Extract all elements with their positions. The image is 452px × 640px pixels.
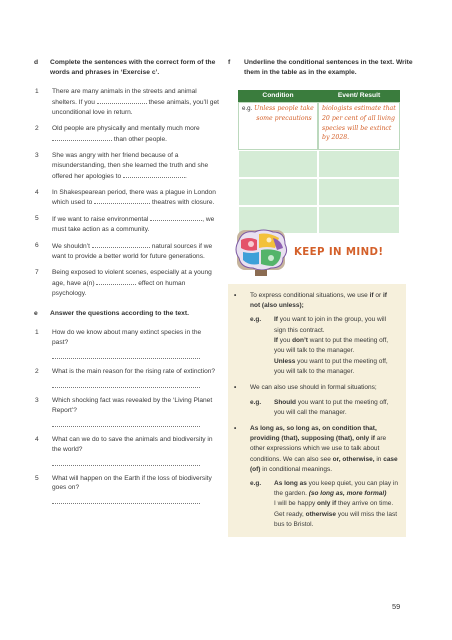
question-number: 5 bbox=[35, 474, 39, 482]
table-header-condition: Condition bbox=[238, 90, 318, 102]
rule-text: are other expressions which we use to talk about conditions. We can also see bbox=[250, 435, 387, 463]
question-number: 4 bbox=[35, 188, 39, 196]
question-number: 7 bbox=[35, 268, 39, 276]
section-letter: d bbox=[34, 59, 39, 66]
section-instruction: Answer the questions according to the text. bbox=[50, 309, 189, 317]
section-e-heading bbox=[34, 309, 219, 319]
question-number: 2 bbox=[35, 368, 39, 376]
question-text: What will happen on the Earth if the loss of biodiversity goes on? bbox=[52, 474, 212, 492]
example-condition-cell bbox=[238, 102, 318, 150]
example-text: want to put the meeting off, you will talk to the manager. bbox=[274, 336, 389, 355]
example-block bbox=[250, 398, 398, 419]
rule-text: To express conditional situations, we use bbox=[250, 292, 370, 299]
example-prefix: e.g. bbox=[242, 105, 253, 113]
question-item bbox=[34, 188, 219, 209]
example-keyword: otherwise bbox=[305, 510, 337, 518]
example-block bbox=[250, 479, 398, 531]
rule-bullet bbox=[234, 424, 398, 474]
fill-in-blank[interactable] bbox=[94, 197, 150, 204]
bullet-mark: • bbox=[234, 384, 237, 392]
question-text: She was angry with her friend because of a misunderstanding, then she learned the truth and she offered her apologies to bbox=[52, 151, 209, 180]
keep-in-mind-title: KEEP IN MIND! bbox=[294, 247, 384, 258]
right-column bbox=[228, 58, 418, 234]
question-number: 4 bbox=[35, 435, 39, 443]
example-note: (so long as, more formal) bbox=[308, 490, 387, 498]
example-keyword: only if bbox=[317, 500, 337, 508]
example-text: you want to put the meeting off, you will call the manager. bbox=[274, 398, 389, 416]
question-text: . bbox=[185, 172, 187, 180]
question-text: We shouldn’t bbox=[52, 243, 90, 251]
question-text: Old people are physically and mentally much more bbox=[52, 125, 200, 133]
section-letter: f bbox=[228, 59, 231, 66]
rule-keyword: if not (also unless); bbox=[250, 292, 387, 310]
keep-in-mind-content bbox=[228, 284, 406, 537]
example-result-text: biologists estimate that 20 per cent of all living species will be extinct by 2028. bbox=[322, 105, 396, 142]
example-text: you want to join in the group, you will sign this contract. bbox=[274, 316, 387, 334]
section-instruction: Complete the sentences with the correct form of the words and phrases in ‘Exercise c’. bbox=[50, 59, 216, 76]
question-item bbox=[34, 268, 219, 299]
rule-bullet bbox=[234, 383, 398, 393]
fill-in-blank[interactable] bbox=[97, 97, 147, 104]
rule-keyword: if bbox=[369, 292, 374, 299]
brain-icon bbox=[229, 226, 291, 278]
question-item bbox=[34, 474, 219, 507]
question-text: Which shocking fact was revealed by the ‘Living Planet Report’? bbox=[52, 396, 213, 414]
section-f-heading bbox=[228, 58, 418, 77]
example-result-cell bbox=[318, 102, 400, 150]
section-d-heading bbox=[34, 58, 219, 77]
section-instruction: Underline the conditional sentences in the text. Write them in the table as in the example. bbox=[244, 59, 413, 76]
rule-text: in bbox=[374, 455, 384, 463]
question-item bbox=[34, 328, 219, 361]
example-condition-text: Unless people take some precautions bbox=[254, 105, 314, 123]
question-text: than other people. bbox=[113, 136, 168, 143]
answer-line[interactable] bbox=[52, 455, 200, 466]
question-item bbox=[34, 214, 219, 235]
example-text: you want to put the meeting off, you will talk to the manager. bbox=[274, 357, 388, 376]
example-keyword: If bbox=[274, 316, 278, 324]
table-row bbox=[238, 178, 400, 206]
rule-keyword: or, otherwise, bbox=[332, 455, 375, 463]
table-cell[interactable] bbox=[318, 150, 400, 178]
section-letter: e bbox=[34, 309, 38, 317]
example-text: Get ready, bbox=[274, 510, 306, 518]
answer-line[interactable] bbox=[52, 416, 200, 427]
bullet-mark: • bbox=[234, 292, 237, 299]
question-item bbox=[34, 367, 219, 390]
bullet-mark: • bbox=[234, 425, 237, 433]
question-text: effect on human psychology. bbox=[52, 279, 186, 297]
keep-in-mind-header bbox=[228, 226, 418, 278]
example-keyword: If bbox=[274, 336, 278, 344]
example-prefix: e.g. bbox=[250, 398, 262, 406]
table-row bbox=[238, 150, 400, 178]
question-number: 1 bbox=[35, 329, 39, 337]
table-cell[interactable] bbox=[238, 150, 318, 178]
example-text: you will miss the last bus to Bristol. bbox=[274, 510, 398, 529]
question-text: In Shakespearean period, there was a plague in London which used to bbox=[52, 188, 216, 207]
question-text: If we want to raise environmental bbox=[52, 216, 149, 224]
rule-text: in conditional meanings. bbox=[260, 465, 333, 473]
example-keyword: Should bbox=[274, 398, 297, 406]
rule-bullet bbox=[234, 291, 398, 311]
fill-in-blank[interactable] bbox=[52, 134, 112, 141]
rule-text: We can also use should in formal situations; bbox=[250, 384, 377, 392]
page-number: 59 bbox=[392, 602, 401, 611]
example-text: I will be happy bbox=[274, 500, 317, 508]
question-text: There are many animals in the streets and animal shelters. If you bbox=[52, 88, 197, 107]
conditional-table bbox=[238, 90, 400, 234]
question-item bbox=[34, 241, 219, 262]
example-text: you bbox=[277, 336, 293, 344]
question-item bbox=[34, 87, 219, 118]
example-keyword: Unless bbox=[274, 357, 296, 365]
table-cell[interactable] bbox=[318, 178, 400, 206]
table-cell[interactable] bbox=[238, 178, 318, 206]
fill-in-blank[interactable] bbox=[96, 278, 136, 285]
rule-text: or bbox=[373, 292, 383, 299]
fill-in-blank[interactable] bbox=[123, 171, 185, 178]
question-number: 2 bbox=[35, 125, 39, 133]
keep-in-mind-box bbox=[228, 226, 418, 537]
example-keyword: As long as bbox=[274, 479, 307, 487]
fill-in-blank[interactable] bbox=[92, 241, 150, 248]
question-item bbox=[34, 435, 219, 468]
fill-in-blank[interactable] bbox=[150, 214, 202, 221]
example-prefix: e.g. bbox=[250, 479, 262, 487]
section-e-questions bbox=[34, 328, 219, 506]
left-column bbox=[34, 58, 219, 512]
question-text: , we must take action as a community. bbox=[52, 216, 215, 234]
example-text: you keep quiet, you can play in the garden. bbox=[274, 479, 398, 498]
question-number: 6 bbox=[35, 242, 39, 250]
question-text: What is the main reason for the rising rate of extinction? bbox=[52, 368, 216, 376]
example-text: they arrive on time. bbox=[336, 500, 394, 508]
question-item bbox=[34, 396, 219, 429]
example-prefix: e.g. bbox=[250, 316, 262, 324]
question-text: What can we do to save the animals and biodiversity in the world? bbox=[52, 435, 213, 453]
answer-line[interactable] bbox=[52, 493, 200, 504]
example-keyword: don’t bbox=[292, 336, 308, 344]
section-d-questions bbox=[34, 87, 219, 298]
question-number: 3 bbox=[35, 151, 39, 159]
question-text: these animals, you’ll get unconditional love in return. bbox=[52, 99, 219, 117]
question-item bbox=[34, 124, 219, 145]
rule-keyword: case (of) bbox=[250, 455, 398, 473]
question-text: How do we know about many extinct species in the past? bbox=[52, 329, 202, 347]
answer-line[interactable] bbox=[52, 348, 200, 359]
answer-line[interactable] bbox=[52, 377, 200, 388]
question-item bbox=[34, 151, 219, 182]
question-number: 5 bbox=[35, 215, 39, 223]
table-header-result: Event/ Result bbox=[318, 90, 400, 102]
example-block bbox=[250, 315, 398, 377]
question-number: 3 bbox=[35, 396, 39, 404]
question-text: natural sources if we want to provide a better world for future generations. bbox=[52, 243, 213, 261]
question-text: Being exposed to violent scenes, especially at a young age, have a(n) bbox=[52, 268, 212, 287]
question-number: 1 bbox=[35, 88, 39, 96]
rule-keyword: As long as, so long as, on condition that, providing (that), supposing (that), only if bbox=[250, 425, 377, 443]
table-row-example bbox=[238, 102, 400, 150]
question-text: theatres with closure. bbox=[152, 199, 215, 207]
